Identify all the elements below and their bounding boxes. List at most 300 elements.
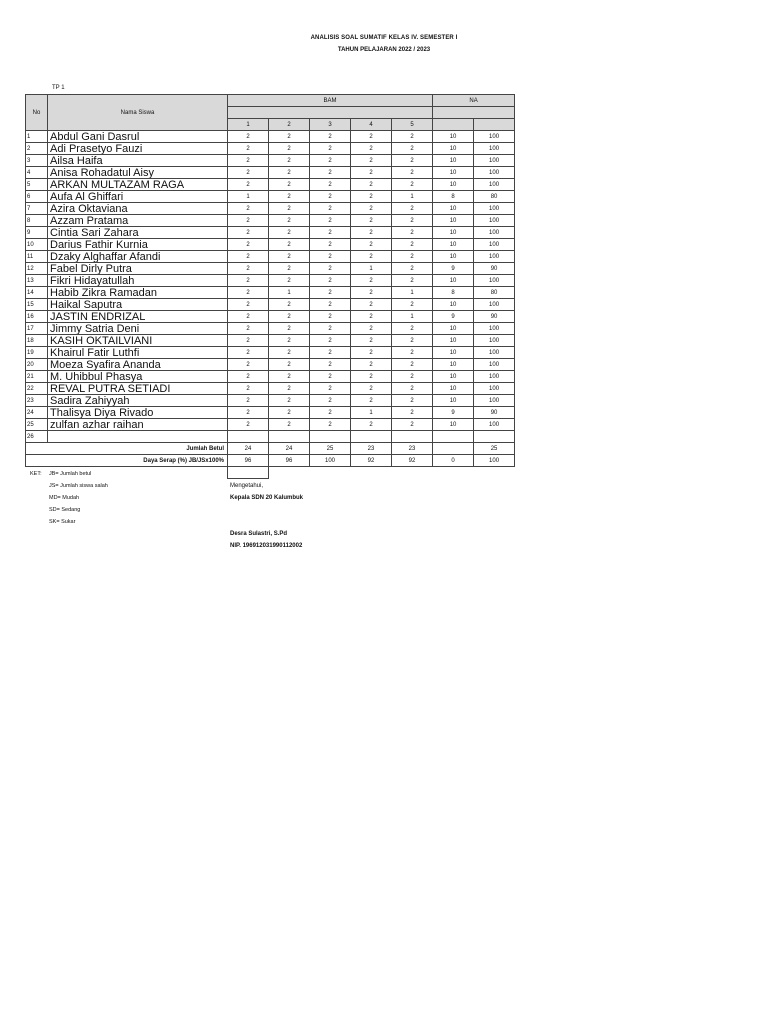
score-cell: 2 — [392, 347, 433, 359]
header-question: 3 — [310, 119, 351, 131]
summary-row-daya — [26, 455, 515, 467]
na-cell: 80 — [474, 287, 515, 299]
total-cell: 10 — [433, 131, 474, 143]
score-cell: 2 — [269, 263, 310, 275]
na-cell: 100 — [474, 323, 515, 335]
student-no: 2 — [26, 143, 48, 155]
score-cell: 2 — [228, 311, 269, 323]
score-cell: 2 — [351, 191, 392, 203]
score-cell: 2 — [310, 263, 351, 275]
legend-item: JB= Jumlah betul — [49, 471, 92, 477]
student-name: JASTIN ENDRIZAL — [48, 311, 228, 323]
score-cell: 2 — [392, 203, 433, 215]
na-cell: 100 — [474, 131, 515, 143]
score-cell: 2 — [269, 155, 310, 167]
student-name: ARKAN MULTAZAM RAGA — [48, 179, 228, 191]
table-row — [26, 383, 515, 395]
score-cell: 2 — [269, 311, 310, 323]
score-cell: 2 — [269, 299, 310, 311]
na-cell: 100 — [474, 275, 515, 287]
table-row — [26, 371, 515, 383]
student-name — [48, 431, 228, 443]
summary-cell: 24 — [269, 443, 310, 455]
student-no: 17 — [26, 323, 48, 335]
student-no: 21 — [26, 371, 48, 383]
student-name: M. Uhibbul Phasya — [48, 371, 228, 383]
score-cell: 2 — [228, 347, 269, 359]
score-cell: 2 — [310, 215, 351, 227]
student-name: Azira Oktaviana — [48, 203, 228, 215]
student-name: Ailsa Haifa — [48, 155, 228, 167]
header-question: 2 — [269, 119, 310, 131]
na-cell: 100 — [474, 227, 515, 239]
table-row — [26, 167, 515, 179]
student-no: 26 — [26, 431, 48, 443]
student-name: Habib Zikra Ramadan — [48, 287, 228, 299]
student-name: zulfan azhar raihan — [48, 419, 228, 431]
total-cell: 10 — [433, 179, 474, 191]
student-no: 22 — [26, 383, 48, 395]
score-cell: 2 — [269, 395, 310, 407]
score-cell — [228, 431, 269, 443]
student-no: 25 — [26, 419, 48, 431]
score-cell: 2 — [310, 143, 351, 155]
score-cell: 2 — [269, 407, 310, 419]
student-name: KASIH OKTAILVIANI — [48, 335, 228, 347]
score-cell: 2 — [351, 335, 392, 347]
na-cell: 100 — [474, 359, 515, 371]
score-cell: 2 — [228, 143, 269, 155]
score-cell: 2 — [351, 227, 392, 239]
total-cell: 10 — [433, 143, 474, 155]
total-cell: 10 — [433, 419, 474, 431]
na-cell: 100 — [474, 395, 515, 407]
total-cell: 9 — [433, 407, 474, 419]
score-cell: 2 — [351, 239, 392, 251]
na-cell: 100 — [474, 155, 515, 167]
score-cell: 1 — [392, 311, 433, 323]
student-no: 16 — [26, 311, 48, 323]
table-row — [26, 251, 515, 263]
total-cell: 10 — [433, 239, 474, 251]
score-cell: 2 — [228, 335, 269, 347]
score-cell: 2 — [392, 215, 433, 227]
total-cell: 10 — [433, 215, 474, 227]
student-no: 19 — [26, 347, 48, 359]
score-cell: 2 — [351, 155, 392, 167]
student-name: Aufa Al Ghiffari — [48, 191, 228, 203]
score-cell: 2 — [269, 371, 310, 383]
score-cell: 2 — [310, 191, 351, 203]
total-cell: 8 — [433, 287, 474, 299]
total-cell: 9 — [433, 263, 474, 275]
score-cell: 2 — [392, 419, 433, 431]
total-cell: 10 — [433, 251, 474, 263]
score-cell: 2 — [228, 371, 269, 383]
score-cell: 2 — [310, 251, 351, 263]
header-group: BAM — [228, 95, 433, 107]
score-cell: 2 — [392, 407, 433, 419]
score-table — [25, 94, 515, 479]
score-cell: 2 — [351, 299, 392, 311]
summary-cell: 23 — [351, 443, 392, 455]
score-cell: 2 — [392, 359, 433, 371]
table-row — [26, 227, 515, 239]
legend-item: SD= Sedang — [49, 507, 81, 513]
na-cell: 100 — [474, 215, 515, 227]
student-name: Adi Prasetyo Fauzi — [48, 143, 228, 155]
total-cell: 10 — [433, 395, 474, 407]
table-row — [26, 191, 515, 203]
score-cell: 2 — [351, 371, 392, 383]
na-cell: 100 — [474, 347, 515, 359]
total-cell: 10 — [433, 371, 474, 383]
legend-item: SK= Sukar — [49, 519, 76, 525]
score-cell: 2 — [351, 179, 392, 191]
na-cell: 90 — [474, 263, 515, 275]
score-cell: 2 — [392, 167, 433, 179]
score-cell: 2 — [310, 335, 351, 347]
score-cell: 2 — [392, 371, 433, 383]
student-name: Anisa Rohadatul Aisy — [48, 167, 228, 179]
score-cell: 2 — [351, 275, 392, 287]
score-cell: 2 — [228, 323, 269, 335]
score-cell: 2 — [310, 359, 351, 371]
score-cell: 2 — [228, 275, 269, 287]
score-cell: 2 — [228, 203, 269, 215]
score-cell: 1 — [392, 191, 433, 203]
score-cell: 2 — [269, 131, 310, 143]
score-cell: 2 — [351, 251, 392, 263]
summary-cell: 25 — [310, 443, 351, 455]
legend-title: KET: — [30, 471, 42, 477]
student-name: Haikal Saputra — [48, 299, 228, 311]
table-row — [26, 155, 515, 167]
student-no: 14 — [26, 287, 48, 299]
header-question: 5 — [392, 119, 433, 131]
na-cell: 100 — [474, 383, 515, 395]
score-cell: 2 — [269, 323, 310, 335]
student-name: Dzaky Alghaffar Afandi — [48, 251, 228, 263]
header-na: NA — [433, 95, 515, 107]
legend-item: JS= Jumlah siswa salah — [49, 483, 108, 489]
summary-cell: 0 — [433, 455, 474, 467]
score-cell: 2 — [228, 131, 269, 143]
score-cell: 2 — [310, 347, 351, 359]
extra-cell — [228, 467, 269, 479]
score-cell: 2 — [228, 263, 269, 275]
score-cell: 2 — [269, 167, 310, 179]
score-cell: 2 — [310, 407, 351, 419]
table-row — [26, 215, 515, 227]
table-row — [26, 347, 515, 359]
student-no: 8 — [26, 215, 48, 227]
score-cell: 2 — [269, 347, 310, 359]
table-row — [26, 287, 515, 299]
score-cell: 2 — [351, 215, 392, 227]
total-cell: 10 — [433, 167, 474, 179]
student-no: 10 — [26, 239, 48, 251]
na-cell: 100 — [474, 167, 515, 179]
table-row — [26, 407, 515, 419]
score-cell: 2 — [392, 395, 433, 407]
score-cell: 2 — [269, 239, 310, 251]
score-cell: 2 — [351, 383, 392, 395]
student-no: 15 — [26, 299, 48, 311]
na-cell: 100 — [474, 203, 515, 215]
total-cell: 10 — [433, 299, 474, 311]
summary-cell: 23 — [392, 443, 433, 455]
total-cell: 9 — [433, 311, 474, 323]
daya-label: Daya Serap (%) JB/JSx100% — [26, 455, 228, 467]
score-cell: 2 — [228, 215, 269, 227]
score-cell: 2 — [269, 143, 310, 155]
score-cell: 2 — [351, 203, 392, 215]
header-name: Nama Siswa — [48, 95, 228, 131]
table-row — [26, 311, 515, 323]
summary-cell: 100 — [474, 455, 515, 467]
student-no: 18 — [26, 335, 48, 347]
report-title: ANALISIS SOAL SUMATIF KELAS IV. SEMESTER I — [310, 35, 458, 41]
na-cell: 100 — [474, 335, 515, 347]
student-name: Fikri Hidayatullah — [48, 275, 228, 287]
student-name: Fabel Dirly Putra — [48, 263, 228, 275]
na-cell: 100 — [474, 239, 515, 251]
header-blank — [433, 119, 474, 131]
header-question: 4 — [351, 119, 392, 131]
score-cell: 2 — [228, 227, 269, 239]
score-cell: 2 — [392, 227, 433, 239]
score-cell: 2 — [392, 299, 433, 311]
table-row — [26, 143, 515, 155]
score-cell: 2 — [351, 323, 392, 335]
table-row — [26, 419, 515, 431]
signature-known: Mengetahui, — [230, 483, 264, 489]
summary-row-jumlah — [26, 443, 515, 455]
score-cell: 2 — [310, 323, 351, 335]
student-no: 3 — [26, 155, 48, 167]
score-cell: 1 — [351, 263, 392, 275]
header-spacer — [228, 107, 433, 119]
student-name: Sadira Zahiyyah — [48, 395, 228, 407]
score-cell: 2 — [269, 203, 310, 215]
student-no: 7 — [26, 203, 48, 215]
score-cell: 2 — [351, 359, 392, 371]
score-cell: 2 — [310, 179, 351, 191]
table-row — [26, 179, 515, 191]
na-cell: 100 — [474, 251, 515, 263]
score-cell: 2 — [228, 383, 269, 395]
total-cell — [433, 431, 474, 443]
score-cell: 2 — [310, 419, 351, 431]
student-no: 4 — [26, 167, 48, 179]
score-cell: 2 — [310, 167, 351, 179]
score-cell: 2 — [228, 299, 269, 311]
total-cell: 10 — [433, 347, 474, 359]
score-cell: 2 — [228, 359, 269, 371]
table-row — [26, 299, 515, 311]
student-name: Jimmy Satria Deni — [48, 323, 228, 335]
score-cell: 2 — [392, 179, 433, 191]
total-cell: 10 — [433, 203, 474, 215]
table-row — [26, 359, 515, 371]
total-cell: 10 — [433, 155, 474, 167]
table-row — [26, 239, 515, 251]
score-cell: 2 — [310, 383, 351, 395]
student-name: Khairul Fatir Luthfi — [48, 347, 228, 359]
score-cell: 2 — [269, 335, 310, 347]
na-cell: 80 — [474, 191, 515, 203]
score-cell: 2 — [392, 263, 433, 275]
score-cell: 2 — [228, 239, 269, 251]
header-question: 1 — [228, 119, 269, 131]
legend-item: MD= Mudah — [49, 495, 80, 501]
summary-cell: 92 — [392, 455, 433, 467]
score-cell: 2 — [310, 275, 351, 287]
student-name: Azzam Pratama — [48, 215, 228, 227]
table-row — [26, 395, 515, 407]
student-no: 1 — [26, 131, 48, 143]
student-name: Moeza Syafira Ananda — [48, 359, 228, 371]
signature-position: Kepala SDN 20 Kalumbuk — [230, 495, 304, 501]
score-cell: 2 — [310, 395, 351, 407]
score-cell: 2 — [228, 395, 269, 407]
score-cell: 1 — [392, 287, 433, 299]
na-cell: 100 — [474, 179, 515, 191]
total-cell: 10 — [433, 335, 474, 347]
score-cell — [392, 431, 433, 443]
score-cell: 2 — [310, 371, 351, 383]
score-cell: 2 — [310, 131, 351, 143]
summary-cell: 96 — [269, 455, 310, 467]
score-cell: 2 — [351, 395, 392, 407]
score-cell: 2 — [351, 311, 392, 323]
na-cell: 100 — [474, 371, 515, 383]
student-no: 24 — [26, 407, 48, 419]
score-cell: 2 — [269, 215, 310, 227]
summary-cell — [433, 443, 474, 455]
summary-cell: 96 — [228, 455, 269, 467]
total-cell: 10 — [433, 323, 474, 335]
na-cell: 100 — [474, 143, 515, 155]
score-cell: 2 — [351, 143, 392, 155]
score-cell: 2 — [269, 419, 310, 431]
na-cell: 100 — [474, 419, 515, 431]
summary-cell: 24 — [228, 443, 269, 455]
student-no: 9 — [26, 227, 48, 239]
score-cell: 2 — [269, 179, 310, 191]
score-cell: 2 — [392, 323, 433, 335]
student-no: 13 — [26, 275, 48, 287]
jumlah-label: Jumlah Betul — [26, 443, 228, 455]
score-cell: 2 — [310, 239, 351, 251]
student-no: 12 — [26, 263, 48, 275]
score-cell — [310, 431, 351, 443]
score-cell: 2 — [269, 191, 310, 203]
total-cell: 10 — [433, 359, 474, 371]
header-no: No — [26, 95, 48, 131]
summary-cell: 92 — [351, 455, 392, 467]
student-name: REVAL PUTRA SETIADI — [48, 383, 228, 395]
student-name: Darius Fathir Kurnia — [48, 239, 228, 251]
na-cell: 100 — [474, 299, 515, 311]
score-cell: 2 — [392, 335, 433, 347]
table-row — [26, 203, 515, 215]
total-cell: 10 — [433, 383, 474, 395]
score-cell: 2 — [269, 383, 310, 395]
signature-nip: NIP. 196912031990112002 — [230, 543, 303, 549]
score-cell: 2 — [392, 155, 433, 167]
score-cell: 2 — [269, 251, 310, 263]
student-no: 23 — [26, 395, 48, 407]
score-cell: 2 — [392, 383, 433, 395]
table-row — [26, 323, 515, 335]
score-cell: 2 — [392, 275, 433, 287]
total-cell: 10 — [433, 275, 474, 287]
score-cell: 2 — [310, 287, 351, 299]
na-cell — [474, 431, 515, 443]
score-cell: 2 — [269, 359, 310, 371]
student-name: Thalisya Diya Rivado — [48, 407, 228, 419]
student-name: Abdul Gani Dasrul — [48, 131, 228, 143]
total-cell: 10 — [433, 227, 474, 239]
score-cell: 2 — [228, 179, 269, 191]
score-cell: 2 — [228, 167, 269, 179]
score-cell — [269, 431, 310, 443]
student-no: 20 — [26, 359, 48, 371]
score-cell: 2 — [351, 131, 392, 143]
score-cell: 2 — [228, 287, 269, 299]
score-cell: 2 — [351, 419, 392, 431]
score-cell: 2 — [351, 347, 392, 359]
report-subtitle: TAHUN PELAJARAN 2022 / 2023 — [337, 47, 431, 53]
score-cell — [351, 431, 392, 443]
summary-cell: 25 — [474, 443, 515, 455]
table-row — [26, 275, 515, 287]
summary-cell: 100 — [310, 455, 351, 467]
header-spacer — [433, 107, 515, 119]
score-cell: 2 — [228, 407, 269, 419]
student-no: 11 — [26, 251, 48, 263]
score-cell: 2 — [310, 227, 351, 239]
student-no: 6 — [26, 191, 48, 203]
score-cell: 2 — [228, 419, 269, 431]
score-cell: 1 — [228, 191, 269, 203]
signature-name: Desra Sulastri, S.Pd — [230, 531, 288, 537]
score-cell: 2 — [392, 131, 433, 143]
score-cell: 2 — [392, 239, 433, 251]
score-cell: 2 — [269, 227, 310, 239]
na-cell: 90 — [474, 407, 515, 419]
table-row — [26, 263, 515, 275]
score-cell: 2 — [269, 275, 310, 287]
score-cell: 2 — [228, 251, 269, 263]
table-row — [26, 335, 515, 347]
student-no: 5 — [26, 179, 48, 191]
header-blank — [474, 119, 515, 131]
score-cell: 1 — [351, 407, 392, 419]
score-cell: 2 — [392, 251, 433, 263]
student-name: Cintia Sari Zahara — [48, 227, 228, 239]
tp-label: TP 1 — [52, 85, 65, 91]
score-cell: 2 — [351, 167, 392, 179]
score-cell: 2 — [228, 155, 269, 167]
score-cell: 2 — [392, 143, 433, 155]
score-cell: 2 — [310, 311, 351, 323]
score-cell: 2 — [310, 155, 351, 167]
na-cell: 90 — [474, 311, 515, 323]
score-cell: 2 — [310, 203, 351, 215]
